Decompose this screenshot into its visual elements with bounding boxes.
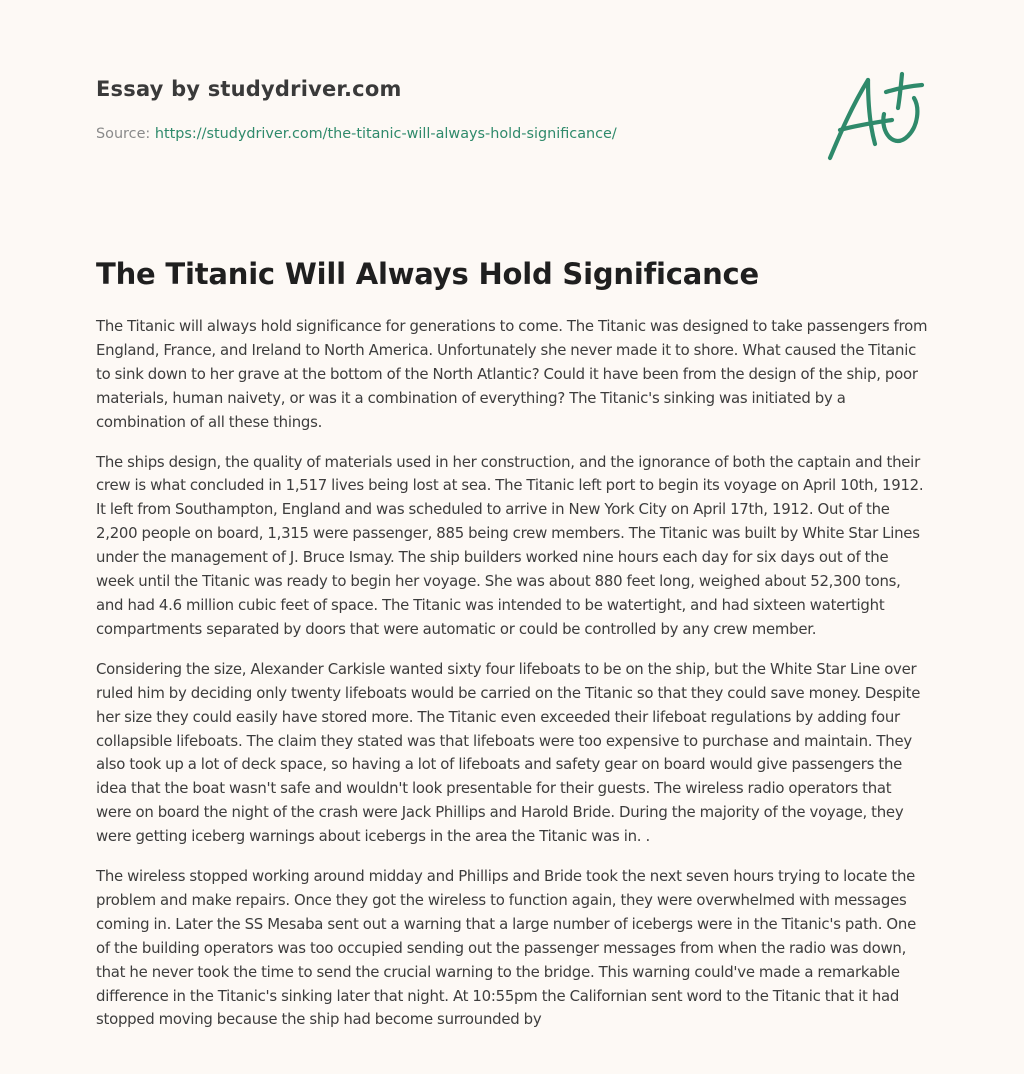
source-label: Source: bbox=[96, 126, 151, 142]
essay-paragraph: Considering the size, Alexander Carkisle wanted sixty four lifeboats to be on the ship, but the White Star Line over ruled him by deciding only twenty lifeboats would be carried on the Titanic so that they could save money. Despite her size they could easily have stored more. The Titanic even exceeded their lifeboat regulations by adding four collapsible lifeboats. The claim they stated was that lifeboats were too expensive to purchase and maintain. They also took up a lot of deck space, so having a lot of lifeboats and safety gear on board would give passengers the idea that the boat wasn't safe and wouldn't look presentable for their guests. The wireless radio operators that were on board the night of the crash were Jack Phillips and Harold Bride. During the majority of the voyage, they were getting iceberg warnings about icebergs in the area the Titanic was in. . bbox=[96, 659, 921, 846]
essay-body bbox=[96, 315, 928, 1048]
essay-header bbox=[96, 74, 736, 144]
site-title: Essay by studydriver.com bbox=[96, 77, 402, 101]
a-plus-logo-icon bbox=[822, 68, 928, 164]
essay-title: The Titanic Will Always Hold Significance bbox=[96, 257, 760, 291]
essay-paragraph: The wireless stopped working around midday and Phillips and Bride took the next seven hours trying to locate the problem and make repairs. Once they got the wireless to function again, they were overwhelmed with messages coming in. Later the SS Mesaba sent out a warning that a large number of icebergs were in the Titanic's path. One of the building operators was too occupied sending out the passenger messages from when the radio was down, that he never took the time to send the crucial warning to the bridge. This warning could've made a remarkable difference in the Titanic's sinking later that night. At 10:55pm the Californian sent word to the Titanic that it had stopped moving because the ship had become surrounded by bbox=[96, 867, 916, 1029]
source-link[interactable]: https://studydriver.com/the-titanic-will-always-hold-significance/ bbox=[154, 126, 617, 142]
source-line bbox=[96, 124, 736, 144]
essay-paragraph: The Titanic will always hold significance for generations to come. The Titanic was designed to take passengers from England, France, and Ireland to North America. Unfortunately she never made it to shore. What caused the Titanic to sink down to her grave at the bottom of the North Atlantic? Could it have been from the design of the ship, poor materials, human naivety, or was it a combination of everything? The Titanic's sinking was initiated by a combination of all these things. bbox=[96, 317, 928, 431]
essay-paragraph: The ships design, the quality of materials used in her construction, and the ignorance of both the captain and their crew is what concluded in 1,517 lives being lost at sea. The Titanic left port to begin its voyage on April 10th, 1912. It left from Southampton, England and was scheduled to arrive in New York City on April 17th, 1912. Out of the 2,200 people on board, 1,315 were passenger, 885 being crew members. The Titanic was built by White Star Lines under the management of J. Bruce Ismay. The ship builders worked nine hours each day for six days out of the week until the Titanic was ready to begin her voyage. She was about 880 feet long, weighed about 52,300 tons, and had 4.6 million cubic feet of space. The Titanic was intended to be watertight, and had sixteen watertight compartments separated by doors that were automatic or could be controlled by any crew member. bbox=[96, 452, 924, 638]
